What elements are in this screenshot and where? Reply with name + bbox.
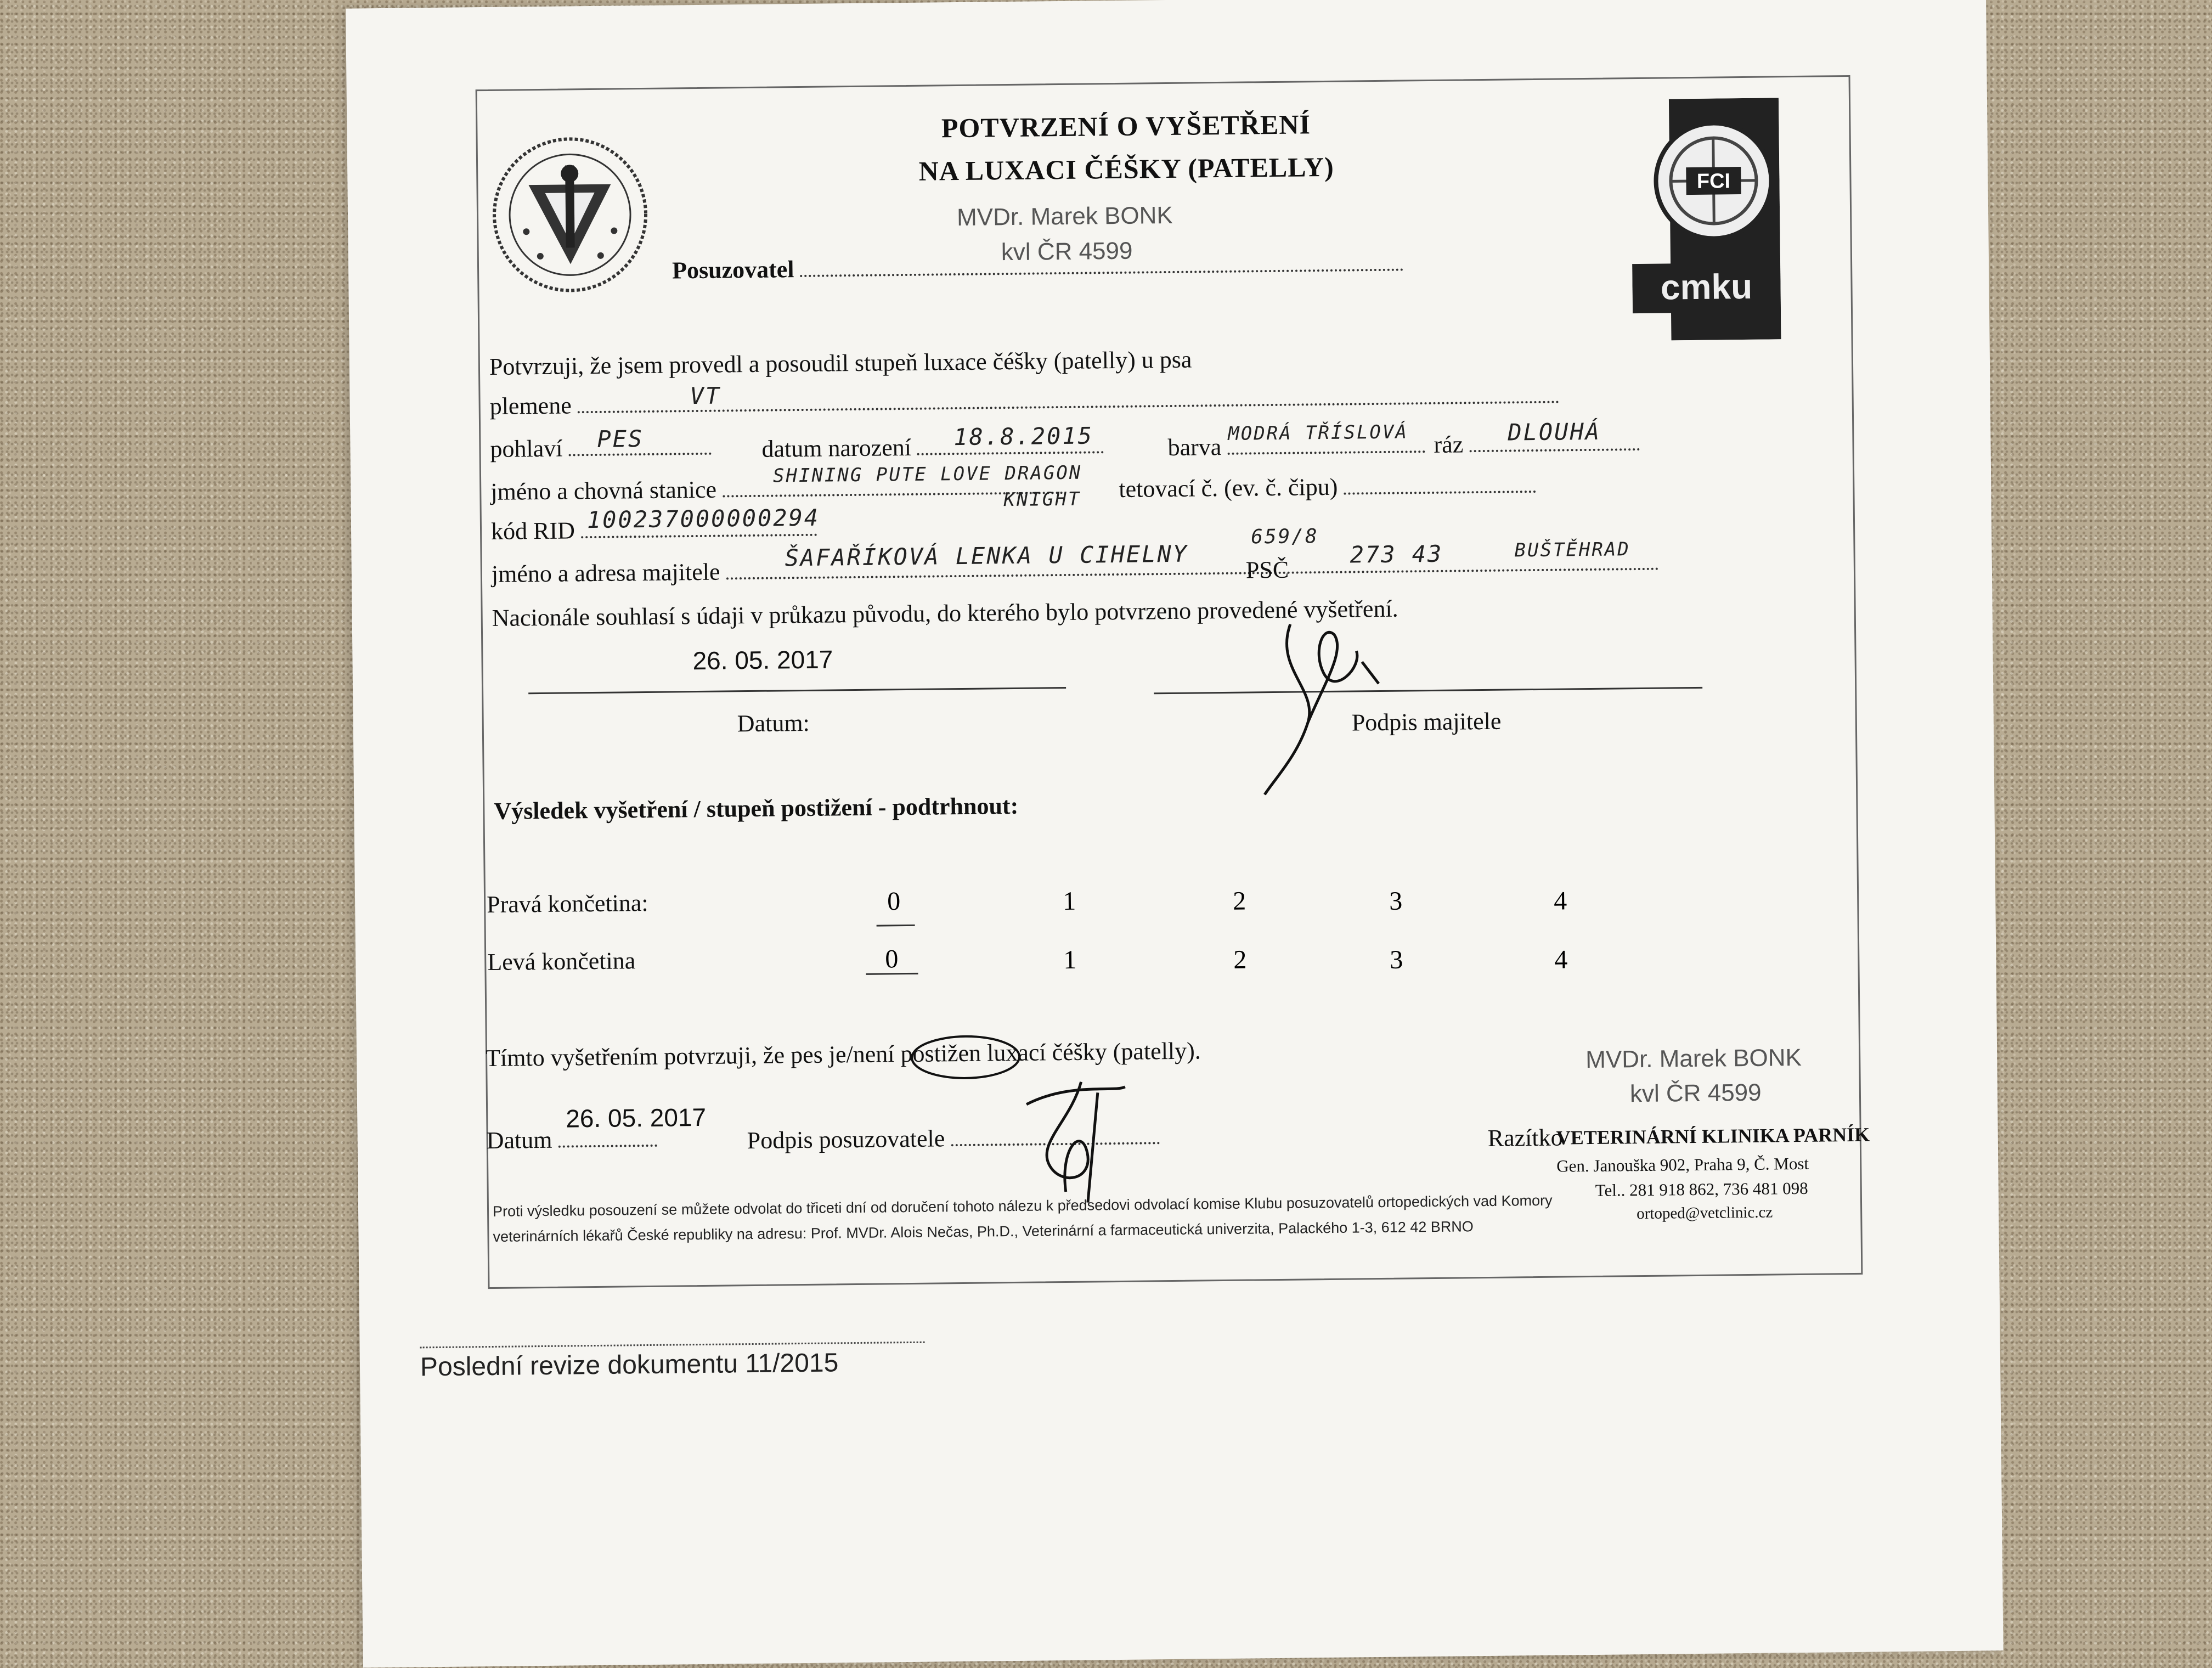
right-grade-0: 0 — [887, 887, 901, 916]
owner-value: ŠAFAŘÍKOVÁ LENKA U CIHELNY — [785, 540, 1189, 572]
fci-logo-text: FCI — [1696, 170, 1731, 193]
owner-house-value: 659/8 — [1251, 525, 1319, 549]
association-seal-logo — [487, 132, 653, 298]
dog-name-value-line2: KNIGHT — [1003, 488, 1081, 511]
assessor-date-value: 26. 05. 2017 — [566, 1102, 707, 1133]
dob-row: datum narození — [761, 431, 1104, 463]
clinic-name: VETERINÁRNÍ KLINIKA PARNÍK — [1556, 1123, 1870, 1149]
owner-date-value: 26. 05. 2017 — [692, 645, 833, 675]
coat-row: ráz — [1434, 429, 1639, 459]
right-grade-2: 2 — [1232, 886, 1246, 916]
right-grade-1: 1 — [1062, 886, 1076, 916]
left-grade-3: 3 — [1390, 945, 1403, 974]
assessor-signature — [1004, 1070, 1148, 1214]
psc-value: 273 43 — [1350, 540, 1443, 568]
left-grade-1: 1 — [1063, 945, 1077, 975]
name-row: jméno a chovná stanice — [490, 472, 1063, 506]
header-stamp-id: kvl ČR 4599 — [1001, 237, 1133, 266]
revision-dotted-line — [420, 1342, 925, 1349]
clinic-web: ortoped@vetclinic.cz — [1637, 1203, 1773, 1223]
clinic-tel: Tel.. 281 918 862, 736 481 098 — [1595, 1178, 1808, 1200]
clinic-address: Gen. Janouška 902, Praha 9, Č. Most — [1556, 1153, 1809, 1176]
assessor-date-row: Datum — [486, 1125, 657, 1154]
stamp-label: Razítko — [1487, 1124, 1563, 1152]
fci-cmku-logo — [1630, 98, 1781, 341]
right-grade-4: 4 — [1553, 886, 1567, 916]
right-grade-3: 3 — [1389, 886, 1403, 916]
sex-row: pohlaví — [490, 433, 711, 463]
consent-text: Nacionále souhlasí s údaji v průkazu původu, do kterého bylo potvrzeno provedené vyšetření. — [492, 595, 1398, 632]
color-value: MODRÁ TŘÍSLOVÁ — [1228, 421, 1409, 445]
color-row: barva — [1167, 431, 1425, 461]
assessor-signature-row: Podpis posuzovatele — [747, 1122, 1159, 1154]
document-page — [346, 0, 2004, 1667]
left-grade-4: 4 — [1554, 945, 1568, 974]
header-stamp-name: MVDr. Marek BONK — [956, 201, 1173, 232]
rid-row: kód RID — [491, 514, 817, 545]
left-grade-2: 2 — [1233, 945, 1247, 974]
appeal-line-1: Proti výsledku posouzení se můžete odvolat do třiceti dní od doručení tohoto nálezu k předsedovi odvolací komise Klubu posuzovatelů ortopedických vad Komory — [492, 1192, 1553, 1220]
coat-value: DLOUHÁ — [1508, 418, 1601, 446]
dob-value: 18.8.2015 — [953, 422, 1094, 451]
intro-text: Potvrzuji, že jsem provedl a posoudil stupeň luxace čéšky (patelly) u psa — [489, 346, 1192, 380]
cmku-logo-text: cmku — [1660, 266, 1753, 307]
result-statement: Tímto vyšetřením potvrzuji, že pes je/není postižen luxací čéšky (patelly). — [485, 1037, 1201, 1072]
result-heading: Výsledek vyšetření / stupeň postižení - podtrhnout: — [494, 792, 1019, 825]
owner-signature — [1252, 601, 1419, 800]
assessor-label: Posuzovatel — [672, 249, 1404, 284]
rid-value: 100237000000294 — [586, 504, 820, 534]
right-limb-label: Pravá končetina: — [486, 889, 648, 918]
psc-label: PSČ — [1245, 556, 1289, 584]
clinic-stamp-name: MVDr. Marek BONK — [1585, 1044, 1802, 1074]
city-value: BUŠTĚHRAD — [1514, 538, 1630, 562]
dog-name-value: SHINING PUTE LOVE DRAGON — [772, 461, 1082, 487]
owner-row: jméno a adresa majitele — [492, 548, 1659, 588]
title-line-2: NA LUXACI ČÉŠKY (PATELLY) — [918, 151, 1335, 187]
tattoo-row: tetovací č. (ev. č. čipu) — [1119, 471, 1536, 503]
sex-value: PES — [597, 425, 644, 453]
clinic-stamp-id: kvl ČR 4599 — [1629, 1079, 1762, 1108]
date-label: Datum: — [737, 709, 810, 737]
appeal-line-2: veterinárních lékařů České republiky na adresu: Prof. MVDr. Alois Nečas, Ph.D., Veterinární a farmaceutická univerzita, Palackého 1-3, 612 42 BRNO — [493, 1218, 1474, 1245]
left-limb-label: Levá končetina — [487, 947, 636, 976]
title-line-1: POTVRZENÍ O VYŠETŘENÍ — [941, 109, 1311, 144]
left-grade-0: 0 — [884, 944, 899, 974]
revision-text: Poslední revize dokumentu 11/2015 — [420, 1348, 839, 1382]
owner-signature-label: Podpis majitele — [1351, 707, 1502, 736]
breed-row: plemene — [489, 381, 1559, 420]
breed-value: VT — [690, 382, 721, 410]
